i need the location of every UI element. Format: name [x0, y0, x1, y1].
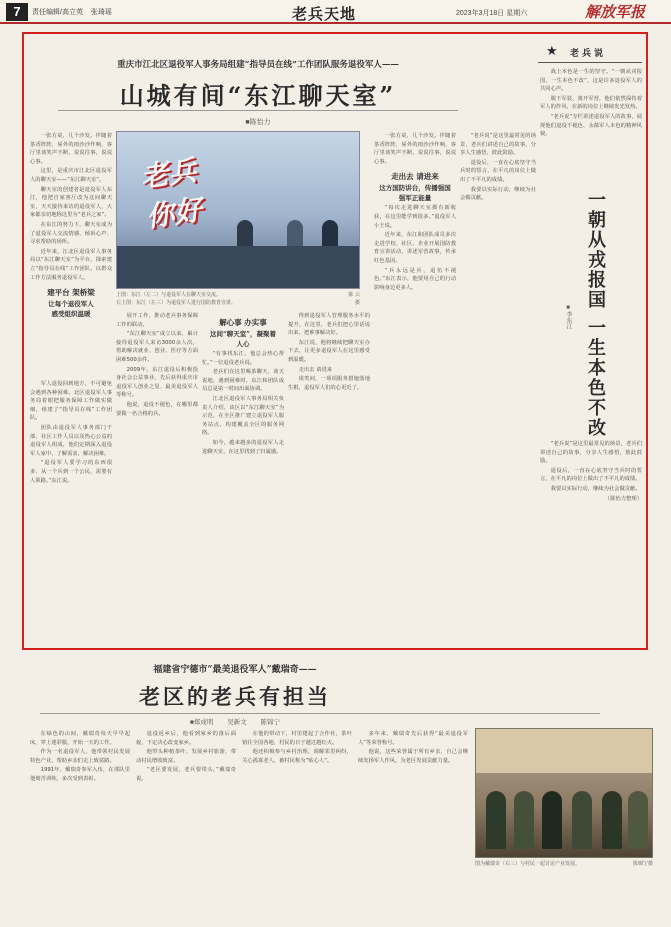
- bottom-photo-caption: [475, 861, 653, 869]
- sidebar-author: ■李东江: [565, 305, 571, 329]
- paragraph: “老区要发展，老兵要带头。”戴瑞奇说。: [136, 767, 236, 782]
- paragraph: “兵永远是兵，退伍不褪色。”东江表示，他要用自己的行动影响身边更多人。: [374, 267, 456, 291]
- sidebar-column-left: [460, 132, 536, 640]
- paragraph: 近年来，江北区退役军人事务局以“东江聊天室”为平台，探索建立“指导员在线”工作团队，以群众工作方法服务退役军人。: [30, 248, 112, 281]
- paragraph: “东江聊天室”成立以来，累计接待退役军人来访3000余人次，帮助解决就业、创业、医疗等方面困难500余件。: [116, 331, 198, 363]
- paragraph: 走出去 请进来: [298, 366, 333, 373]
- paragraph: 展开工作，推动老兵事务保障工作的联动。: [116, 313, 198, 328]
- photo-figure: [602, 791, 622, 849]
- photo-figure: [514, 791, 534, 849]
- subheading-3: 走出去 请进来: [391, 172, 439, 182]
- section-title: 老兵天地: [292, 5, 357, 23]
- article-photo: [116, 131, 360, 289]
- article-column-4: [288, 312, 370, 640]
- article-kicker: 重庆市江北区退役军人事务局组建“指导员在线”工作团队服务退役军人——: [117, 60, 399, 70]
- article-column-2: [116, 312, 198, 640]
- photo-credit: 陈锦宁摄: [632, 861, 653, 867]
- subheading-1: 建平台 架桥梁: [47, 288, 95, 298]
- paragraph: 他说，这些荣誉属于所有乡亲，自己会继续发扬军人作风，为老区发展贡献力量。: [358, 749, 468, 764]
- bottom-column-3: [242, 730, 352, 922]
- paragraph: 我要以实际行动，继续为社会做贡献。: [460, 186, 536, 202]
- paragraph: 一张方桌，几个沙发。伴随着茶香阵阵，屋外的雨沙沙作响，客厅里谈笑声不断，说说往事，说说心事。: [30, 133, 112, 165]
- subheading-2-tagline: 这间“聊天室”，凝聚着 人心: [210, 330, 276, 348]
- bottom-article-photo: [475, 728, 653, 858]
- paragraph: “有事找东江，他总会热心帮忙。”一位退役老兵说。: [202, 351, 284, 366]
- bottom-article-headline: 老区的老兵有担当: [139, 684, 331, 709]
- paragraph: 1991年，戴瑞奇参军入伍，在部队里他刻苦训练，多次受到表彰。: [30, 767, 130, 782]
- photo-wall: [476, 729, 652, 773]
- bottom-headline-divider: [40, 713, 600, 714]
- paragraph: 脱下军装，离开军营，他们依然保持着军人的作风，在新的岗位上继续发光发热。: [540, 95, 642, 111]
- sidebar-intro: [540, 68, 642, 186]
- paragraph: 谈笑间，一项项服务措施落地生根，退役军人们的心更近了。: [288, 376, 370, 391]
- bottom-column-1: [30, 730, 130, 922]
- sidebar-label: 老兵说: [570, 49, 607, 59]
- photo-credit: 陈 云 摄: [348, 292, 360, 306]
- paragraph: 聊天室的创建者是退役军人东江，他把自家客厅改为这间聊天室，天天接待来访的退役军人，大家都亲切地称这里为“老兵之家”。: [30, 186, 112, 219]
- paragraph: 我要以实际行动，继续为社会做贡献。: [550, 485, 641, 492]
- paragraph: 一张方桌，几个沙发。伴随着茶香阵阵，屋外的雨沙沙作响，客厅里谈笑声不断，说说往事，说说心事。: [374, 133, 456, 165]
- paragraph: 近年来，东江和团队成员多次走进学校、社区、企业开展国防教育宣讲活动，讲述军营故事，传承红色基因。: [374, 232, 456, 264]
- paragraph: 退役返乡后，他看到家乡的落后面貌，下定决心改变家乡。: [136, 731, 236, 746]
- paragraph: 在绿色的山间，戴瑞奇每天早早起床，穿上迷彩服，开始一天的工作。: [30, 731, 130, 746]
- subheading-2: 解心事 办实事: [219, 318, 267, 327]
- subheading-3-tagline: 这方国防讲台，传播强国 强军正能量: [379, 184, 451, 203]
- paragraph: 军人退役回到地方，不可避免会遇到各种困难。北区退役军人事务局着眼把服务保障工作做实做细，组建了“指导员在线”工作团队。: [30, 381, 112, 422]
- caption-text: 图为戴瑞奇（右三）与村民一起讨论产业发展。: [475, 861, 581, 867]
- paragraph: 老兵们在这里喝茶聊天，谈天说地，遇到困难时，东江和团队成员总是第一时间出面协调。: [202, 369, 284, 393]
- paragraph: 江北区退役军人事务局相关负责人介绍，该区以“东江聊天室”为示范，在全区推广建立退役军人服务站点，构建覆盖全区的服务网络。: [202, 395, 284, 437]
- photo-caption: [116, 292, 360, 307]
- subheading-1-tagline: 让每个退役军人 感受组织温暖: [48, 300, 94, 319]
- caption-top: 上图：东江（左二）与退役军人在聊天室交流。: [116, 292, 222, 298]
- byline-author-2: 吴新文: [227, 719, 247, 726]
- paragraph: 多年来，戴瑞奇先后获得“最美退役军人”等荣誉称号。: [358, 731, 468, 746]
- newspaper-logo: 解放军报: [585, 3, 646, 21]
- article-headline: 山城有间“东江聊天室”: [119, 81, 397, 110]
- paragraph: 得到退役军人管理服务水平的提升，在这里，老兵们把心里话说出来，把难事解决好。: [288, 313, 370, 337]
- issue-date: 2023年3月18日 星期六: [456, 10, 528, 17]
- paragraph: 这里，是重庆市江北区退役军人的聊天室——“东江聊天室”。: [30, 168, 112, 183]
- sidebar-divider: [538, 62, 642, 63]
- editors: [32, 7, 118, 17]
- paragraph: 在他的带动下，村里建起了合作社，茶叶销往全国各地，村民的日子越过越红火。: [242, 731, 352, 746]
- bottom-column-4: [358, 730, 468, 922]
- editor-1: 责任编辑/高立英: [32, 9, 83, 16]
- paragraph: “老兵说”是这里最常见的场景，老兵们讲述自己的故事，分享人生感悟，彼此鼓励。: [540, 441, 642, 465]
- paragraph: 团队由退役军人事务部门干部、社区工作人员以及热心公益的退役军人组成，他们定期深入退役军人家中，了解需求，解决困难。: [30, 424, 112, 457]
- paragraph: 如今，越来越多的退役军人走进聊天室，在这里找到了归属感。: [202, 439, 284, 455]
- paragraph: 他还积极参与乡村治理，调解邻里纠纷，关心孤寡老人，被村民称为“贴心人”。: [242, 749, 352, 764]
- article-column-3: [202, 312, 284, 640]
- article-byline: ■陈怡力: [245, 119, 271, 126]
- headline-divider: [58, 110, 458, 111]
- paragraph: 战士本色是一生的坚守。“一朝从戎报国，一生本色不改”，这是许多退役军人的共同心声。: [540, 69, 642, 93]
- paragraph: “每次走进聊天室都有新收获，在这里能学到很多。”退役军人小王说。: [374, 205, 456, 229]
- paragraph: “老兵说”专栏讲述退役军人的故事，展现他们退役不褪色、永葆军人本色的精神风貌。: [540, 113, 642, 138]
- paragraph: 作为一名退役军人，他带领村民发展特色产业，帮助乡亲们走上致富路。: [30, 749, 130, 764]
- sidebar-column-right: [540, 440, 642, 640]
- paragraph: 退役后，一直在心底坚守当兵时的誓言，在平凡的岗位上做出了不平凡的成绩。: [540, 467, 642, 483]
- photo-figure: [628, 791, 648, 849]
- bottom-column-2: [136, 730, 236, 922]
- paragraph: 东江说，他将继续把聊天室办下去，让更多退役军人在这里感受到温暖。: [288, 339, 370, 363]
- bottom-article-byline: [60, 717, 410, 726]
- paragraph: “退役军人要学习的东西很多，从一个兵到一个公民，需要有人领路。”东江说。: [30, 460, 112, 484]
- byline-author-1: ■郑成明: [189, 719, 214, 726]
- article-column-5: [374, 132, 456, 640]
- caption-bottom: 右上图：东江（左三）为退役军人进行国防教育宣讲。: [116, 299, 237, 306]
- paragraph: 在东江的努力下，聊天室成为了退役军人交流情感、倾诉心声、寻求帮助的场所。: [30, 221, 112, 246]
- bottom-article-kicker: 福建省宁德市“最美退役军人”戴瑞奇——: [153, 665, 317, 675]
- article-column-1b: [30, 380, 112, 640]
- sidebar-header: [540, 44, 640, 60]
- photo-stage: [117, 246, 359, 288]
- photo-figure: [486, 791, 506, 849]
- page-number: 7: [6, 3, 28, 21]
- paragraph: “老兵说”是这里最常见的场景，老兵们讲述自己的故事，分享人生感悟，彼此鼓励。: [460, 133, 536, 157]
- photo-figure: [572, 791, 592, 849]
- paragraph: 他说，退役不褪色，在哪里都要做一名合格的兵。: [116, 401, 198, 417]
- editor-2: 张琦瑶: [90, 9, 112, 16]
- star-icon: ★: [546, 44, 558, 59]
- editor-note: （陈怡力整理）: [604, 495, 642, 502]
- byline-author-3: 陈锦宁: [260, 719, 281, 726]
- paragraph: 退役后，一直在心底坚守当兵时的誓言，在平凡的岗位上做出了不平凡的成绩。: [460, 159, 536, 183]
- photo-figure: [542, 791, 562, 849]
- sidebar-column-title: 一朝从戎报国 一生本色不改: [585, 190, 606, 439]
- photo-sign: 老兵 你好: [138, 153, 205, 234]
- page-header: [0, 0, 671, 24]
- paragraph: 2009年，东江退役后积极投身社会公益事业，先后获得重庆市退役军人创业之星、最美退役军人等称号。: [116, 366, 198, 399]
- paragraph: 他带头种植茶叶、发展乡村旅游，带动村民增收致富。: [136, 749, 236, 764]
